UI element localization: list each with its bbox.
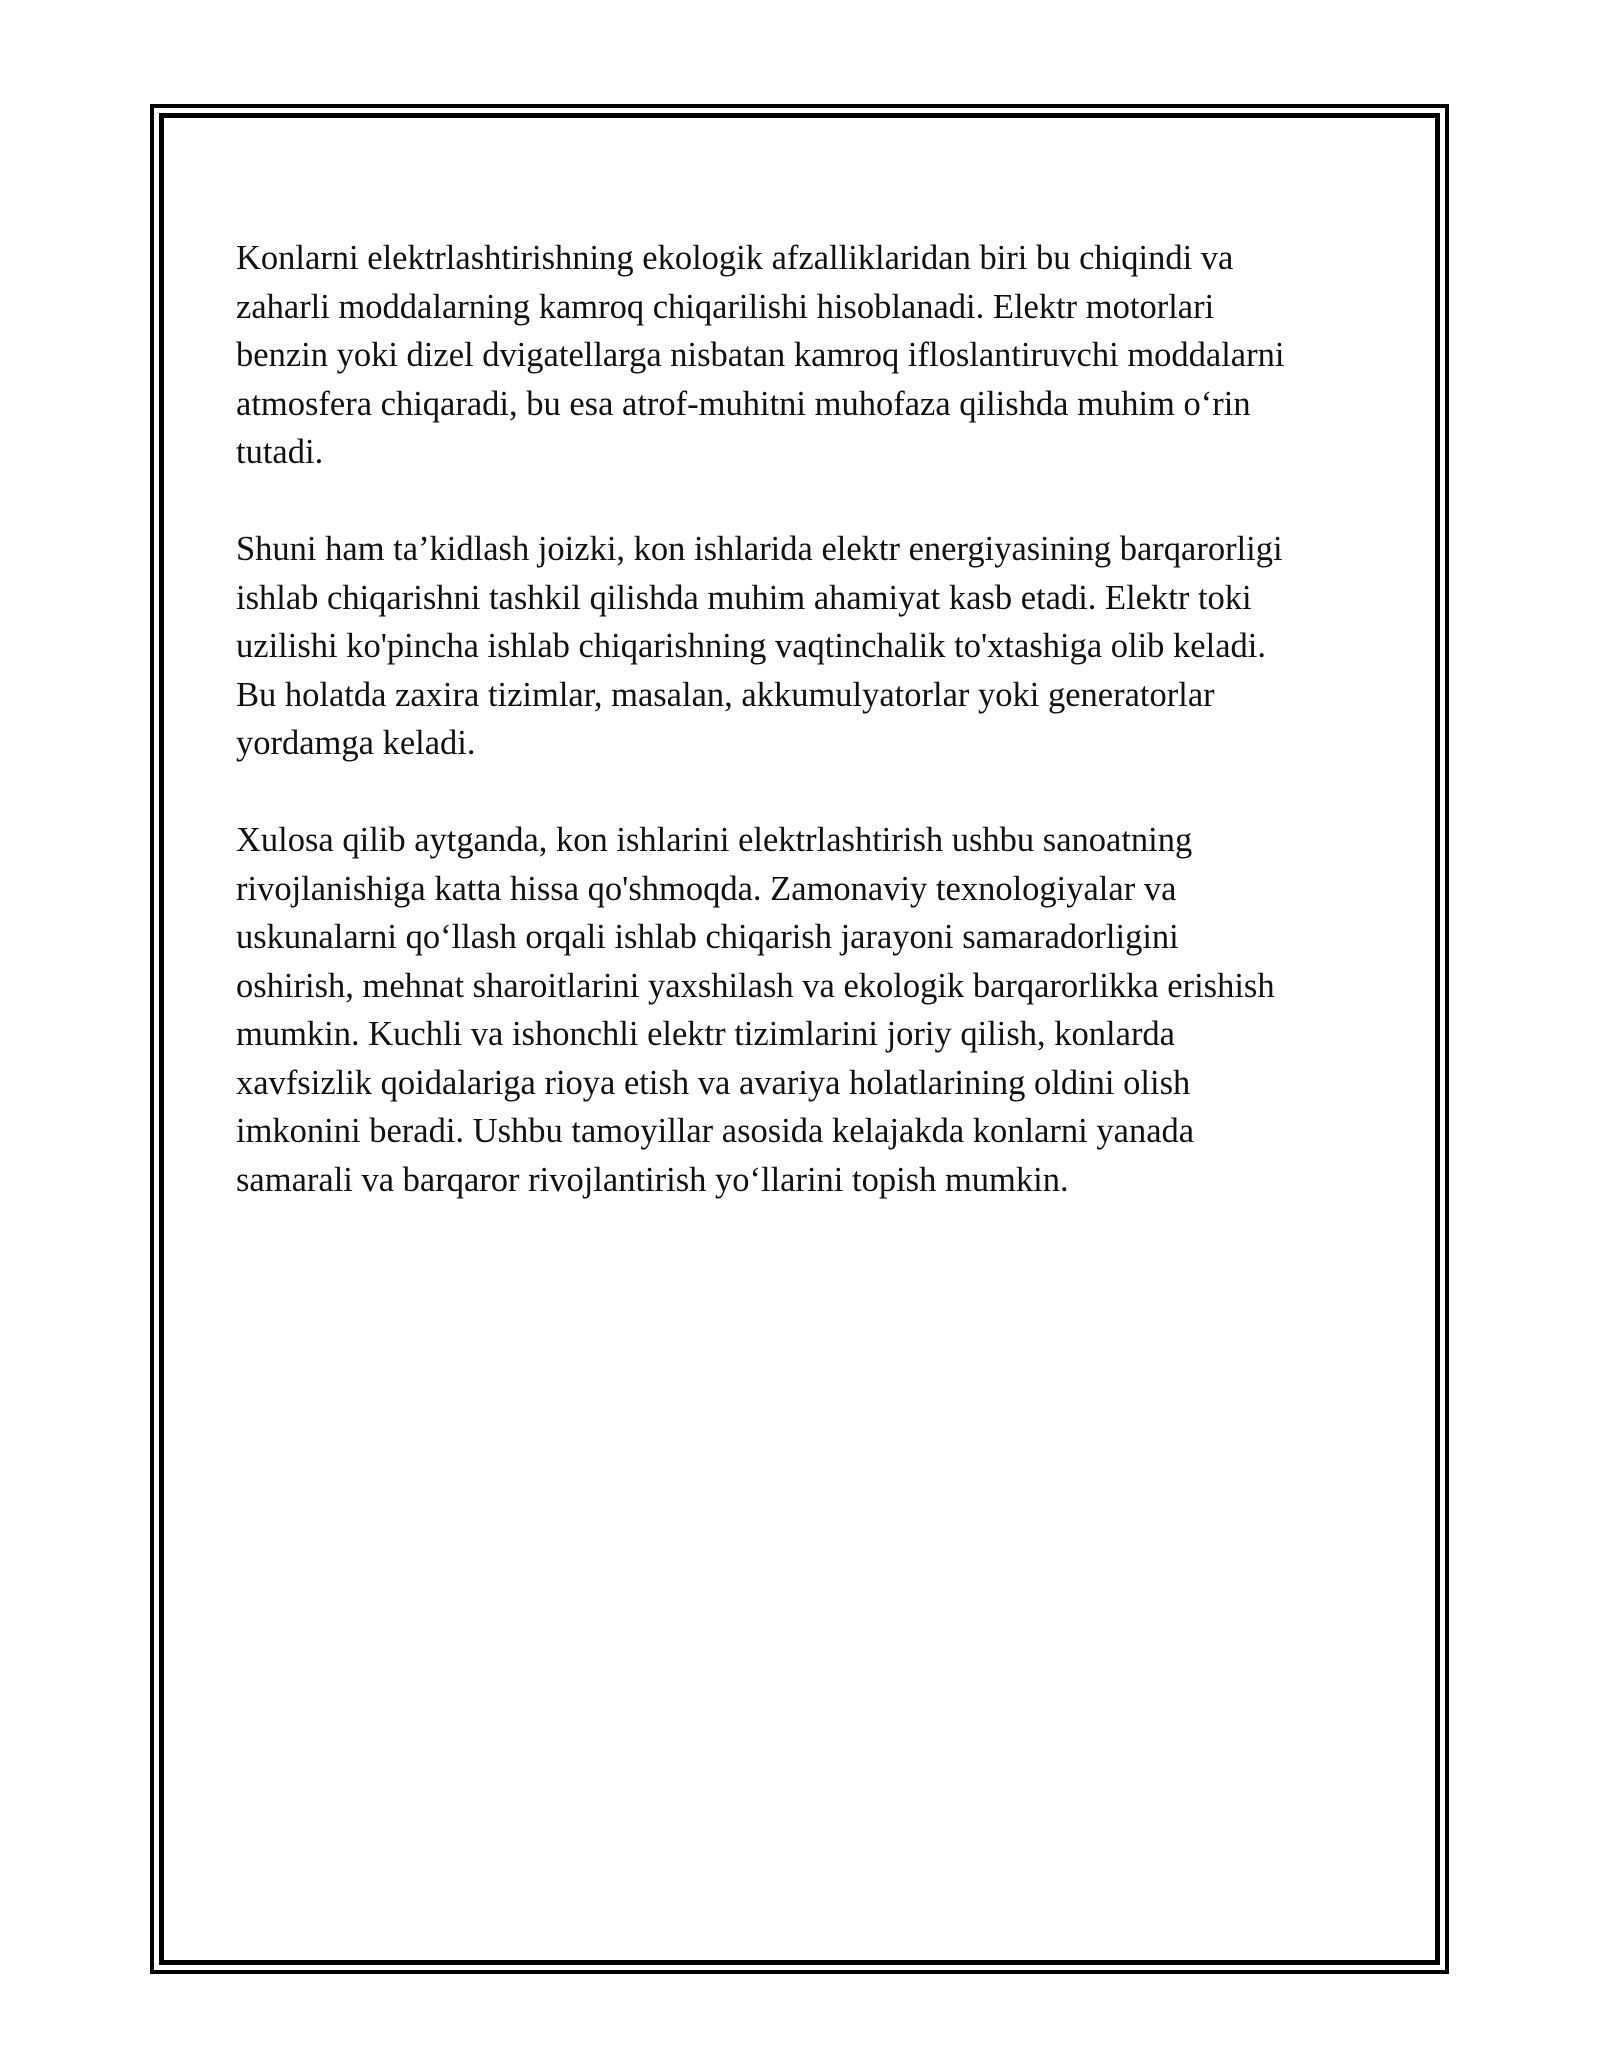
text-line: yordamga keladi. — [236, 724, 476, 762]
paragraph-2 — [236, 525, 1366, 768]
paragraph-3 — [236, 816, 1366, 1204]
text-line: tutadi. — [236, 433, 324, 471]
text-line: Shuni ham ta’kidlash joizki, kon ishlarida elektr energiyasining barqarorligi — [236, 530, 1283, 568]
text-line: Konlarni elektrlashtirishning ekologik afzalliklaridan biri bu chiqindi va — [236, 239, 1234, 277]
document-body — [236, 234, 1366, 1253]
text-line: rivojlanishiga katta hissa qo'shmoqda. Zamonaviy texnologiyalar va — [236, 869, 1177, 908]
text-line: zaharli moddalarning kamroq chiqarilishi hisoblanadi. Elektr motorlari — [236, 287, 1215, 326]
text-line: benzin yoki dizel dvigatellarga nisbatan kamroq ifloslantiruvchi moddalarni — [236, 336, 1285, 374]
text-line: mumkin. Kuchli va ishonchli elektr tizimlarini joriy qilish, konlarda — [236, 1015, 1175, 1053]
text-line: imkonini beradi. Ushbu tamoyillar asosida kelajakda konlarni yanada — [236, 1112, 1195, 1150]
text-line: atmosfera chiqaradi, bu esa atrof-muhitni muhofaza qilishda muhim o‘rin — [236, 384, 1251, 423]
paragraph-1 — [236, 234, 1366, 477]
text-line: samarali va barqaror rivojlantirish yo‘llarini topish mumkin. — [236, 1160, 1069, 1199]
text-line: uzilishi ko'pincha ishlab chiqarishning vaqtinchalik to'xtashiga olib keladi. — [236, 627, 1266, 665]
text-line: oshirish, mehnat sharoitlarini yaxshilash va ekologik barqarorlikka erishish — [236, 966, 1275, 1005]
text-line: ishlab chiqarishni tashkil qilishda muhim ahamiyat kasb etadi. Elektr toki — [236, 578, 1252, 617]
text-line: Bu holatda zaxira tizimlar, masalan, akkumulyatorlar yoki generatorlar — [236, 675, 1215, 714]
text-line: uskunalarni qo‘llash orqali ishlab chiqarish jarayoni samaradorligini — [236, 918, 1179, 956]
text-line: xavfsizlik qoidalariga rioya etish va avariya holatlarining oldini olish — [236, 1063, 1191, 1102]
text-line: Xulosa qilib aytganda, kon ishlarini elektrlashtirish ushbu sanoatning — [236, 821, 1193, 859]
